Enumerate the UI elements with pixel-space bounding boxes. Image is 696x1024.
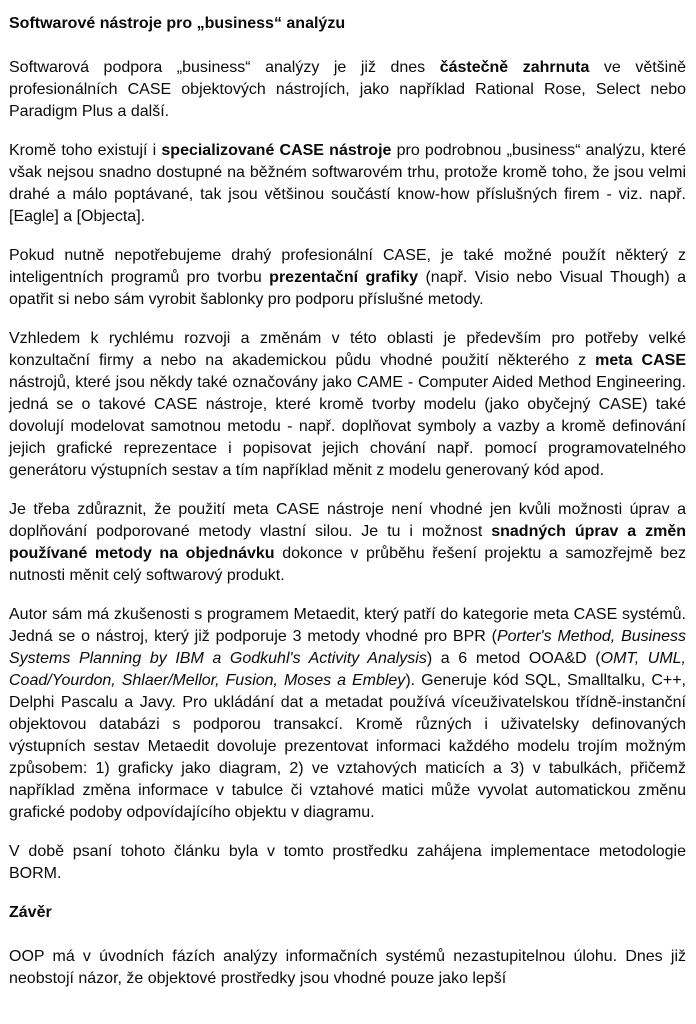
text-run: OOP má v úvodních fázích analýzy informačních systémů nezastupitelnou úlohu. Dnes již neobstojí názor, že objektové prostředky jsou vhodné pouze jako lepší bbox=[9, 948, 686, 987]
text-run: ). Generuje kód SQL, Smalltalku, C++, Delphi Pascalu a Javy. Pro ukládání dat a metadat používá víceuživatelskou třídně-instanční objektovou databázi s podporou transakcí. Kromě různých i uživatelsky definovaných výstupních sestav Metaedit dovoluje prezentovat informaci každého modelu trojím možným způsobem: 1) graficky jako diagram, 2) ve vztahových maticích a 3) v tabulkách, přičemž například změna informace v tabulce či vztahové matici může vyvolat automatickou změnu grafické podoby odpovídajícího objektu v diagramu. bbox=[9, 672, 687, 821]
bold-text-run: částečně zahrnuta bbox=[439, 59, 590, 76]
text-run: pro podrobnou „business“ analýzu, které však nejsou snadno dostupné na běžném softwarovém trhu, protože kromě toho, že jsou velmi drahé a málo poptávané, tak jsou většinou součástí know-how příslušných firem - viz. např. [Eagle] a [Objecta]. bbox=[9, 142, 686, 225]
paragraph-method-customization bbox=[9, 499, 686, 587]
text-run: Je třeba zdůraznit, že použití meta CASE nástroje není vhodné jen kvůli možnosti úprav a doplňování podporované metody vlastní silou. Je tu i možnost bbox=[9, 501, 686, 540]
text-run: Autor sám má zkušenosti s programem Metaedit, který patří do kategorie meta CASE systémů. Jedná se o nástroj, který již podporuje 3 metody vhodné pro BPR ( bbox=[9, 606, 686, 645]
document-title bbox=[9, 13, 686, 35]
italic-text-run: Porter's Method, Business Systems Planning by IBM a Godkuhl's Activity Analysis bbox=[9, 628, 687, 667]
text-run: V době psaní tohoto článku byla v tomto prostředku zahájena implementace metodologie BORM. bbox=[9, 843, 686, 882]
text-run: nástrojů, které jsou někdy také označovány jako CAME - Computer Aided Method Engineering. jedná se o takové CASE nástroje, které kromě tvorby modelu (jako obyčejný CASE) také dovolují modelovat samotnou metodu - např. doplňovat symboly a vazby a kromě definování jejich grafické reprezentace i popisovat jejich chování např. pomocí programovatelného generátoru výstupních sestav a tím například měnit z modelu generovaný kód apod. bbox=[9, 374, 686, 479]
text-run: ) a 6 metod OOA&D ( bbox=[426, 650, 601, 667]
paragraph-meta-case bbox=[9, 328, 686, 482]
section-heading-zaver bbox=[9, 902, 686, 924]
text-run: Pokud nutně nepotřebujeme drahý profesionální CASE, je také možné použít některý z inteligentních programů pro tvorbu bbox=[9, 247, 686, 286]
paragraph-specialized-case bbox=[9, 140, 686, 228]
paragraph-metaedit-experience bbox=[9, 604, 686, 824]
section-heading-text: Závěr bbox=[9, 904, 52, 921]
italic-text-run: OMT, UML, Coad/Yourdon, Shlaer/Mellor, Fusion, Moses a Embley bbox=[9, 650, 687, 689]
paragraph-presentation-graphics bbox=[9, 245, 686, 311]
text-run: dokonce v průběhu řešení projektu a samozřejmě bez nutnosti měnit celý softwarový produkt. bbox=[9, 545, 687, 584]
text-run: (např. Visio nebo Visual Though) a opatřit si nebo sám vyrobit šablonky pro podporu příslušné metody. bbox=[9, 269, 687, 308]
bold-text-run: meta CASE bbox=[595, 352, 686, 369]
bold-text-run: prezentační grafiky bbox=[269, 269, 419, 286]
text-run: Vzhledem k rychlému rozvoji a změnám v této oblasti je především pro potřeby velké konzultační firmy a nebo na akademickou půdu vhodné použití některého z bbox=[9, 330, 686, 369]
document-title-text: Softwarové nástroje pro „business“ analýzu bbox=[9, 15, 346, 32]
paragraph-conclusion-oop bbox=[9, 946, 686, 990]
text-run: Softwarová podpora „business“ analýzy je již dnes bbox=[9, 59, 440, 76]
text-run: ve většině profesionálních CASE objektových nástrojích, jako například Rational Rose, Select nebo Paradigm Plus a další. bbox=[9, 59, 687, 120]
paragraph-borm-implementation bbox=[9, 841, 686, 885]
text-run: Kromě toho existují i bbox=[9, 142, 162, 159]
paragraph-software-support bbox=[9, 57, 686, 123]
bold-text-run: snadných úprav a změn používané metody na objednávku bbox=[9, 523, 687, 562]
bold-text-run: specializované CASE nástroje bbox=[161, 142, 392, 159]
